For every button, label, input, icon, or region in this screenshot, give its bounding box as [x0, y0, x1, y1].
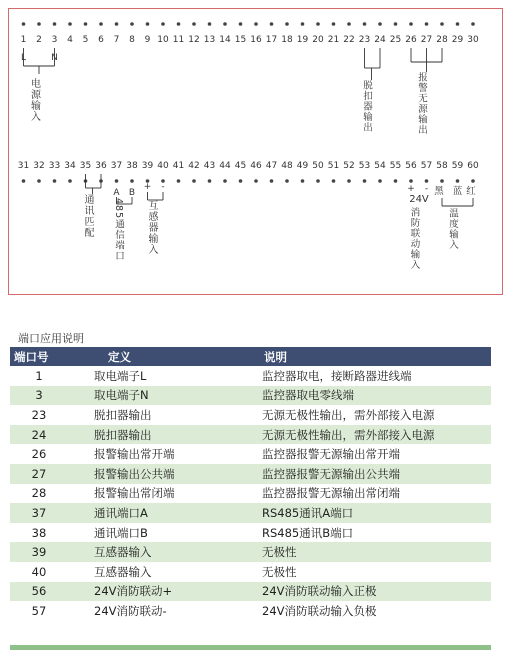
terminal-dot [223, 179, 227, 183]
terminal-dot [440, 179, 444, 183]
terminal-dot [316, 179, 320, 183]
terminal-dot [409, 179, 413, 183]
pin-number-bottom: 33 [48, 161, 61, 171]
terminal-dot [130, 179, 134, 183]
pin-number-bottom: 39 [141, 161, 154, 171]
terminal-dot [115, 179, 119, 183]
table-row [10, 542, 491, 562]
pin-number-bottom: 41 [172, 161, 185, 171]
terminal-dot [208, 22, 212, 26]
table-row [10, 366, 491, 386]
cell-description: 监控器报警无源输出常开端 [262, 447, 400, 462]
pin-number-top: 30 [467, 35, 479, 45]
terminal-dot [239, 179, 243, 183]
pin-number-top: 7 [113, 35, 120, 45]
pin-number-bottom: 53 [358, 161, 371, 171]
terminal-dot [161, 22, 165, 26]
pin-number-top: 15 [234, 35, 247, 45]
pin-number-bottom: 44 [219, 161, 231, 171]
pin-number-top: 9 [144, 35, 151, 45]
cell-port: 57 [31, 603, 47, 618]
table-header-row [10, 347, 491, 366]
cell-definition: 互感器输入 [68, 542, 218, 562]
terminal-dot [409, 22, 413, 26]
cell-port: 23 [31, 407, 47, 422]
label-alarm-output: 报警无源输出 [416, 72, 427, 135]
terminal-dot [347, 22, 351, 26]
terminal-dot [115, 22, 119, 26]
pin-number-top: 23 [358, 35, 371, 45]
terminal-dot [285, 179, 289, 183]
terminal-dot [316, 22, 320, 26]
pin-number-top: 12 [188, 35, 200, 45]
pin-mark-L: L [20, 53, 27, 63]
pin-number-top: 21 [327, 35, 340, 45]
terminal-dot [68, 22, 72, 26]
pin-number-top: 29 [451, 35, 464, 45]
pin-number-top: 13 [203, 35, 216, 45]
cell-port: 3 [10, 386, 68, 406]
cell-description: 监控器报警无源输出常闭端 [262, 486, 400, 501]
terminal-dot [270, 22, 274, 26]
cell-port: 26 [31, 447, 47, 462]
cell-description: 24V消防联动输入正极 [218, 582, 491, 602]
pin-number-top: 8 [129, 35, 135, 45]
pin-mark-N: N [51, 53, 58, 63]
cell-port: 39 [10, 542, 68, 562]
table-row [10, 582, 491, 602]
cell-definition: 24V消防联动+ [68, 582, 218, 602]
pin-number-bottom: 45 [234, 161, 247, 171]
pin-number-top: 22 [343, 35, 355, 45]
table-caption: 端口应用说明 [18, 332, 84, 345]
pin-number-top: 6 [98, 35, 104, 45]
terminal-dot [99, 22, 103, 26]
pin-number-top: 28 [436, 35, 448, 45]
terminal-dot [270, 179, 274, 183]
terminal-dot [208, 179, 212, 183]
pin-number-bottom: 31 [17, 161, 30, 171]
cell-definition: 24V消防联动- [94, 603, 167, 618]
terminal-dot [192, 179, 196, 183]
table-row [10, 523, 491, 543]
cell-port: 28 [31, 486, 47, 501]
cell-port: 27 [10, 464, 68, 484]
label-fire-voltage: 24V [409, 194, 429, 205]
pin-number-bottom: 43 [203, 161, 216, 171]
pin-number-top: 2 [36, 35, 42, 45]
terminal-dot [84, 22, 88, 26]
cell-port: 56 [10, 582, 68, 602]
table-row [10, 386, 491, 406]
cell-description: RS485通讯A端口 [218, 503, 491, 523]
pin-number-top: 5 [82, 35, 89, 45]
pin-mark-blue: 蓝 [452, 186, 463, 197]
terminal-dot [378, 179, 382, 183]
terminal-dot [301, 22, 305, 26]
port-table-body [10, 366, 491, 621]
terminal-dot [130, 22, 134, 26]
cell-description: 24V消防联动输入负极 [262, 603, 377, 618]
terminal-dot [425, 22, 429, 26]
cell-definition: 通讯端口B [94, 525, 148, 540]
pin-number-bottom: 32 [33, 161, 45, 171]
pin-number-bottom: 60 [467, 161, 479, 171]
terminal-dot [53, 22, 57, 26]
label-fire-link-input: 消防联动输入 [408, 207, 420, 270]
pin-number-bottom: 50 [312, 161, 324, 171]
terminal-dot [177, 22, 181, 26]
pin-number-top: 20 [312, 35, 324, 45]
pin-number-top: 27 [420, 35, 433, 45]
pin-mark-minus: - [161, 182, 165, 192]
pin-mark-fire-minus: - [424, 184, 429, 194]
header-definition: 定义 [68, 347, 218, 366]
pin-number-top: 25 [389, 35, 402, 45]
pin-number-top: 19 [296, 35, 309, 45]
header-port: 端口号 [10, 347, 68, 366]
cell-port: 37 [10, 503, 68, 523]
table-row [10, 484, 491, 504]
pin-mark-red: 红 [466, 186, 476, 197]
cell-description: 无极性 [218, 542, 491, 562]
label-temp-input: 温度输入 [447, 208, 458, 250]
pin-number-top: 24 [374, 35, 386, 45]
cell-definition: 通讯端口A [68, 503, 218, 523]
pin-number-bottom: 40 [157, 161, 169, 171]
pin-number-bottom: 51 [327, 161, 340, 171]
terminal-dot [394, 22, 398, 26]
pin-number-bottom: 35 [79, 161, 92, 171]
terminal-dot [22, 179, 26, 183]
pin-number-bottom: 54 [374, 161, 386, 171]
pin-number-bottom: 48 [281, 161, 293, 171]
pin-number-top: 4 [67, 35, 73, 45]
pin-number-bottom: 36 [95, 161, 107, 171]
terminal-dot [192, 22, 196, 26]
pin-number-bottom: 56 [405, 161, 417, 171]
terminal-diagram-svg [0, 0, 511, 300]
pin-number-top: 18 [281, 35, 293, 45]
terminal-dot [37, 179, 41, 183]
pin-mark-fire-plus: + [407, 184, 415, 194]
terminal-dot [332, 179, 336, 183]
pin-number-bottom: 47 [265, 161, 278, 171]
cell-description: 监控器取电零线端 [218, 386, 491, 406]
terminal-dot [146, 22, 150, 26]
pin-number-top: 17 [265, 35, 278, 45]
cell-description: 监控器报警无源输出公共端 [218, 464, 491, 484]
label-comm-match: 通讯匹配 [82, 194, 93, 238]
table-footer-bar [10, 645, 491, 650]
terminal-dot [223, 22, 227, 26]
port-table [10, 347, 491, 621]
pin-number-bottom: 52 [343, 161, 355, 171]
cell-definition: 取电端子L [94, 368, 147, 383]
pin-number-bottom: 49 [296, 161, 309, 171]
terminal-dot [363, 22, 367, 26]
pin-number-top: 14 [219, 35, 231, 45]
header-description: 说明 [218, 347, 491, 366]
cell-description: 无源无极性输出，需外部接入电源 [262, 407, 435, 422]
pin-number-top: 10 [157, 35, 169, 45]
table-row [10, 405, 491, 425]
terminal-dot [332, 22, 336, 26]
terminal-dot [378, 22, 382, 26]
wiring-diagram [0, 0, 511, 300]
terminal-dot [239, 22, 243, 26]
terminal-dot [68, 179, 72, 183]
pin-mark-black: 黑 [434, 186, 444, 197]
table-row [10, 601, 491, 621]
terminal-dot [425, 179, 429, 183]
terminal-dot [456, 22, 460, 26]
pin-number-bottom: 55 [389, 161, 402, 171]
cell-definition: 脱扣器输出 [68, 425, 218, 445]
pin-number-top: 11 [172, 35, 185, 45]
label-trip-output: 脱扣器输出 [361, 80, 372, 133]
cell-port: 1 [35, 368, 43, 383]
diagram-frame [9, 9, 503, 295]
terminal-dot [254, 179, 258, 183]
terminal-dot [347, 179, 351, 183]
cell-port: 40 [31, 564, 47, 579]
pin-number-bottom: 34 [64, 161, 76, 171]
cell-description: 无源无极性输出，需外部接入电源 [218, 425, 491, 445]
cell-port: 24 [10, 425, 68, 445]
terminal-dot [394, 179, 398, 183]
pin-mark-plus: + [143, 182, 152, 192]
terminal-dot [440, 22, 444, 26]
terminal-dot [177, 179, 181, 183]
pin-number-bottom: 57 [420, 161, 433, 171]
terminal-dot [254, 22, 258, 26]
pin-number-top: 1 [20, 35, 27, 45]
pin-number-bottom: 37 [110, 161, 123, 171]
terminal-dot [456, 179, 460, 183]
cell-definition: 报警输出常闭端 [94, 486, 175, 501]
label-transformer-input: 互感器输入 [146, 200, 157, 255]
cell-definition: 报警输出公共端 [68, 464, 218, 484]
pin-number-bottom: 46 [250, 161, 262, 171]
pin-mark-A: A [113, 188, 120, 198]
pin-mark-B: B [128, 188, 136, 198]
cell-definition: 取电端子N [68, 386, 218, 406]
cell-description: 监控器取电，接断路器进线端 [262, 368, 412, 383]
table-row [10, 562, 491, 582]
pin-number-bottom: 42 [188, 161, 200, 171]
table-row [10, 444, 491, 464]
pin-number-bottom: 58 [436, 161, 448, 171]
cell-definition: 报警输出常开端 [94, 447, 175, 462]
terminal-dot [22, 22, 26, 26]
terminal-dot [471, 22, 475, 26]
cell-definition: 脱扣器输出 [94, 407, 152, 422]
table-row [10, 464, 491, 484]
pin-number-top: 3 [51, 35, 58, 45]
cell-description: RS485通讯B端口 [262, 525, 354, 540]
cell-description: 无极性 [262, 564, 297, 579]
terminal-dot [37, 22, 41, 26]
terminal-dot [363, 179, 367, 183]
table-row [10, 503, 491, 523]
label-rs485-port: 485通信端口 [113, 198, 124, 262]
terminal-dot [285, 22, 289, 26]
pin-number-bottom: 59 [451, 161, 464, 171]
cell-port: 38 [31, 525, 47, 540]
terminal-dot [53, 179, 57, 183]
label-power-input: 电源输入 [28, 78, 40, 122]
pin-number-top: 26 [405, 35, 417, 45]
pin-number-bottom: 38 [126, 161, 138, 171]
table-row [10, 425, 491, 445]
cell-definition: 互感器输入 [94, 564, 152, 579]
pin-number-top: 16 [250, 35, 262, 45]
terminal-dot [471, 179, 475, 183]
terminal-dot [301, 179, 305, 183]
